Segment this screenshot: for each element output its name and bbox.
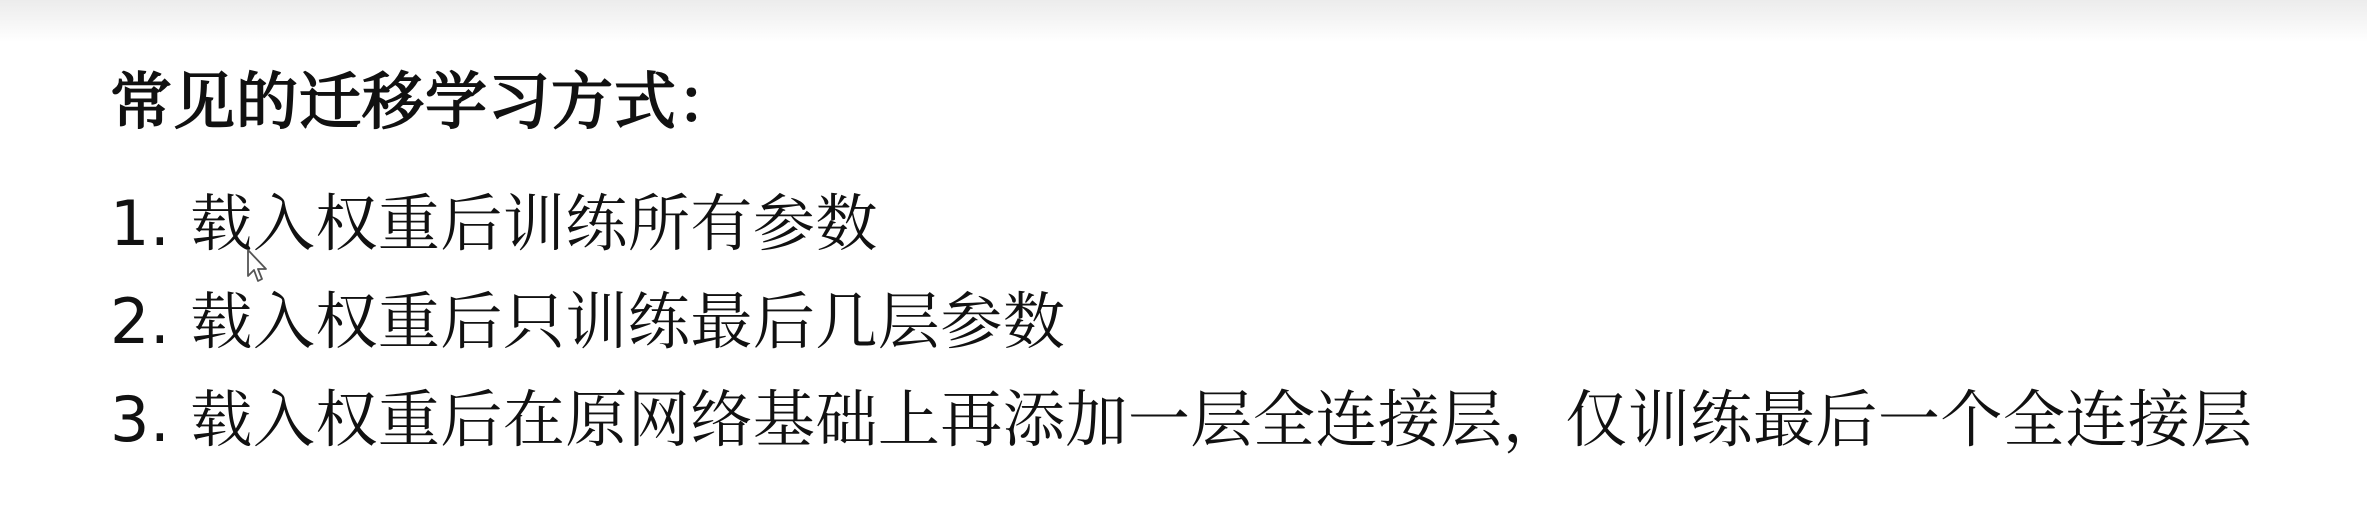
list-item-text: 载入权重后训练所有参数	[190, 187, 878, 260]
list-item-number: 2.	[110, 285, 171, 358]
list-item-number: 1.	[110, 187, 171, 260]
list-item	[110, 371, 2253, 469]
method-list	[110, 175, 2253, 469]
list-item	[110, 175, 2253, 273]
list-item-text: 载入权重后只训练最后几层参数	[190, 285, 1066, 358]
list-item-text: 载入权重后在原网络基础上再添加一层全连接层，仅训练最后一个全连接层	[190, 383, 2253, 456]
mouse-pointer-icon	[246, 248, 270, 284]
list-item-number: 3.	[110, 383, 171, 456]
slide-heading: 常见的迁移学习方式：	[110, 65, 741, 138]
list-item	[110, 273, 2253, 371]
